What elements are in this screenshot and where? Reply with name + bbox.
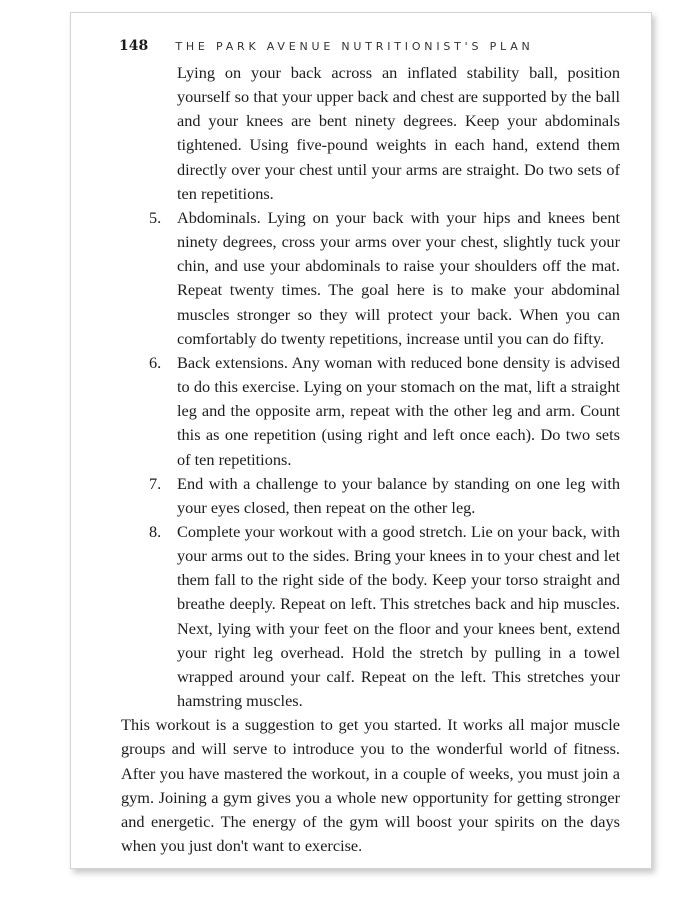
closing-paragraph: This workout is a suggestion to get you started. It works all major muscle groups and will serve to introduce you to the wonderful world of fitness. After you have mastered the workout, in a couple of weeks, you must join a gym. Joining a gym gives you a whole new opportunity for getting stronger and energetic. The energy of the gym will boost your spirits on the days when you just don't want to exercise.	[121, 715, 620, 855]
page-number: 148	[119, 38, 149, 54]
book-title: THE PARK AVENUE NUTRITIONIST'S PLAN	[175, 40, 534, 53]
list-item-number: 6.	[149, 352, 162, 372]
list-item-6	[149, 351, 620, 472]
list-item-text: Back extensions. Any woman with reduced bone density is advised to do this exercise. Lying on your stomach on the mat, lift a straight leg and the opposite arm, repeat with the other leg and arm. Count this as one repetition (using right and left once each). Do two sets of ten repetitions.	[177, 352, 620, 469]
running-head	[119, 35, 639, 55]
list-item-text: Complete your workout with a good stretch. Lie on your back, with your arms out to the sides. Bring your knees in to your chest and let them fall to the right side of the body. Keep your torso straight and breathe deeply. Repeat on left. This stretches back and hip muscles. Next, lying with your feet on the floor and your knees bent, extend your right leg overhead. Hold the stretch by pulling in a towel wrapped around your calf. Repeat on the left. This stretches your hamstring muscles.	[177, 521, 620, 711]
list-item-number: 7.	[149, 473, 162, 493]
list-item-number: 5.	[149, 207, 162, 227]
list-item-5	[149, 206, 620, 351]
page-body	[121, 61, 620, 858]
list-item-7	[149, 472, 620, 520]
list-item-text: End with a challenge to your balance by standing on one leg with your eyes closed, then repeat on the other leg.	[177, 473, 620, 517]
list-item-text: Abdominals. Lying on your back with your hips and knees bent ninety degrees, cross your arms over your chest, slightly tuck your chin, and use your abdominals to raise your shoulders off the mat. Repeat twenty times. The goal here is to make your abdominal muscles stronger so they will protect your back. When you can comfortably do twenty repetitions, increase until you can do fifty.	[177, 207, 620, 348]
book-page	[70, 12, 652, 869]
list-item-8	[149, 520, 620, 713]
continued-paragraph: Lying on your back across an inflated stability ball, position yourself so that your upper back and chest are supported by the ball and your knees are bent ninety degrees. Keep your abdominals tightened. Using five-pound weights in each hand, extend them directly over your chest until your arms are straight. Do two sets of ten repetitions.	[177, 63, 620, 203]
list-item-number: 8.	[149, 521, 162, 541]
